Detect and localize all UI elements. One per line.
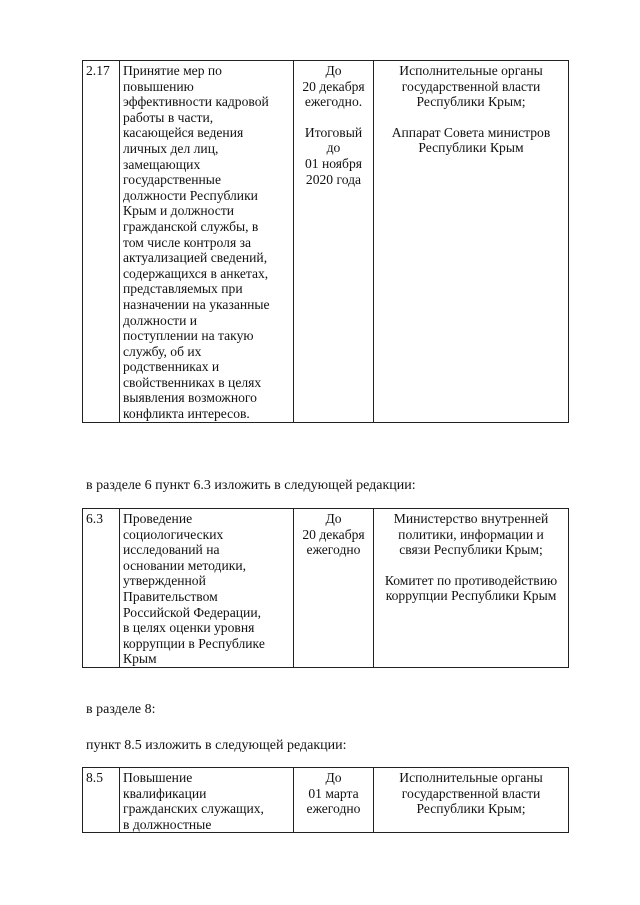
- text-line: поступлении на такую: [123, 328, 254, 344]
- table-row: [83, 509, 569, 668]
- deadline-cell: [294, 768, 374, 833]
- deadline-cell: [294, 509, 374, 668]
- text-line: До: [325, 770, 342, 785]
- text-line: До: [325, 63, 342, 78]
- measure-table-8-5: [82, 767, 569, 833]
- text-line: свойственниках в целях: [123, 374, 262, 390]
- text-line: Проведение: [123, 511, 193, 526]
- text-line: представляемых при: [123, 281, 243, 297]
- text-line: политики, информации и: [398, 526, 544, 542]
- text-line: Министерство внутренней: [393, 511, 549, 526]
- instruction-item-8-5: пункт 8.5 изложить в следующей редакции:: [86, 738, 347, 753]
- text-line: социологических: [123, 526, 224, 542]
- text-line: коррупции в Республике: [123, 635, 265, 651]
- text-line: Исполнительные органы: [399, 770, 543, 785]
- text-line: исследований на: [123, 542, 220, 558]
- text-line: касающейся ведения: [123, 125, 244, 141]
- measure-description: [120, 61, 294, 423]
- instruction-section-8: в разделе 8:: [86, 702, 156, 717]
- text-line: конфликта интересов.: [123, 406, 250, 422]
- text-line: родственниках и: [123, 359, 220, 375]
- table-row: [83, 61, 569, 423]
- executors-cell: [374, 768, 569, 833]
- text-line: связи Республики Крым;: [399, 542, 543, 558]
- measure-description: [120, 509, 294, 668]
- text-line: Итоговый: [304, 124, 363, 140]
- text-line: личных дел лиц,: [123, 140, 219, 156]
- text-line: том числе контроля за: [123, 234, 252, 250]
- executor-secondary: [377, 125, 565, 156]
- text-line: службу, об их: [123, 343, 202, 359]
- executor-primary: [377, 770, 565, 817]
- text-line: гражданской службы, в: [123, 218, 259, 234]
- text-line: Республики Крым;: [416, 801, 526, 817]
- text-line: в должностные: [123, 816, 212, 832]
- measure-description: [120, 768, 294, 833]
- text-line: эффективности кадровой: [123, 94, 269, 110]
- deadline-cell: [294, 61, 374, 423]
- text-line: Российской Федерации,: [123, 604, 261, 620]
- text-line: повышению: [123, 78, 194, 94]
- text-line: выявления возможного: [123, 390, 257, 406]
- text-line: 20 декабря: [302, 78, 365, 94]
- text-line: коррупции Республики Крым: [385, 588, 557, 604]
- text-line: гражданских служащих,: [123, 801, 264, 817]
- text-line: квалификации: [123, 785, 207, 801]
- text-line: государственной власти: [401, 785, 541, 801]
- text-line: Республики Крым;: [416, 94, 526, 110]
- text-line: ежегодно: [306, 542, 361, 558]
- deadline-main: [297, 63, 370, 110]
- text-line: содержащихся в анкетах,: [123, 265, 269, 281]
- text-line: основании методики,: [123, 557, 247, 573]
- executors-cell: [374, 61, 569, 423]
- text-line: Исполнительные органы: [399, 63, 543, 78]
- text-line: 20 декабря: [302, 526, 365, 542]
- text-line: актуализацией сведений,: [123, 250, 268, 266]
- text-line: Комитет по противодействию: [384, 572, 558, 588]
- item-number: 6.3: [83, 509, 120, 668]
- text-line: 2020 года: [305, 171, 362, 187]
- deadline-final: [297, 125, 370, 187]
- measure-table-6-3: [82, 508, 569, 668]
- text-line: Аппарат Совета министров: [391, 124, 551, 140]
- text-line: Крым и должности: [123, 203, 235, 219]
- item-number: 8.5: [83, 768, 120, 833]
- table-row: [83, 768, 569, 833]
- text-line: должности Республики: [123, 187, 258, 203]
- item-number: 2.17: [83, 61, 120, 423]
- measure-table-2-17: [82, 60, 569, 423]
- text-line: утвержденной: [123, 573, 206, 589]
- executors-cell: [374, 509, 569, 668]
- text-line: Правительством: [123, 588, 218, 604]
- text-line: работы в части,: [123, 109, 214, 125]
- text-line: До: [325, 511, 342, 526]
- executor-secondary: [377, 573, 565, 604]
- text-line: Республики Крым: [418, 140, 524, 156]
- text-line: назначении на указанные: [123, 296, 270, 312]
- text-line: ежегодно: [306, 801, 361, 817]
- text-line: 01 марта: [308, 785, 359, 801]
- text-line: 01 ноября: [304, 155, 363, 171]
- text-line: государственной власти: [401, 78, 541, 94]
- text-line: государственные: [123, 172, 221, 188]
- deadline-main: [297, 511, 370, 558]
- text-line: Повышение: [123, 770, 193, 785]
- text-line: в целях оценки уровня: [123, 620, 255, 636]
- text-line: Принятие мер по: [123, 63, 222, 78]
- text-line: должности и: [123, 312, 198, 328]
- instruction-section-6: в разделе 6 пункт 6.3 изложить в следующей редакции:: [86, 478, 416, 493]
- text-line: до: [326, 140, 341, 156]
- text-line: замещающих: [123, 156, 201, 172]
- executor-primary: [377, 63, 565, 110]
- deadline-main: [297, 770, 370, 817]
- text-line: Крым: [123, 651, 157, 667]
- executor-primary: [377, 511, 565, 558]
- text-line: ежегодно.: [304, 94, 363, 110]
